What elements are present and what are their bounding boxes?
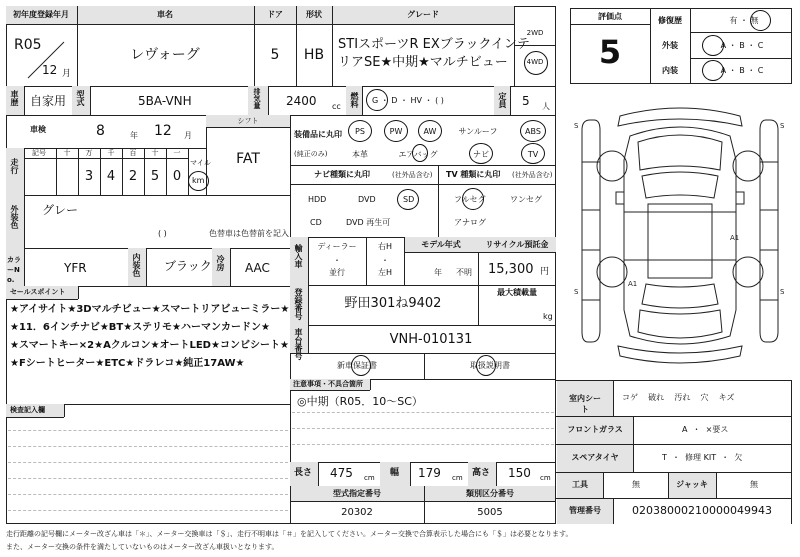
odometer-digit: 2 xyxy=(128,169,138,184)
odometer-digit-label: 千 xyxy=(107,149,115,157)
spare-label: スペアタイヤ xyxy=(571,453,619,462)
odometer-divider xyxy=(144,148,145,195)
odometer-digit-label: 一 xyxy=(173,149,181,157)
displacement: 2400 xyxy=(286,94,317,108)
km-circle xyxy=(188,171,209,191)
remark-rule xyxy=(8,430,288,431)
tv-type-sub: (社外品含む) xyxy=(512,171,553,179)
width-unit: cm xyxy=(452,474,463,482)
repair-none-circle xyxy=(750,10,771,31)
color-no: YFR xyxy=(64,261,87,275)
fuel-g-circle xyxy=(366,89,388,111)
drive-4wd-circle xyxy=(524,51,548,75)
inspection-year-unit: 年 xyxy=(130,131,138,140)
equip-airbag-circle xyxy=(412,144,428,162)
model-year-label: モデル年式 xyxy=(421,240,461,249)
score-value: 5 xyxy=(598,33,622,71)
repair-value: 有 ・ 無 xyxy=(729,16,759,25)
body-outline xyxy=(624,127,736,344)
equip-ps: PS xyxy=(355,127,365,136)
remark-rule xyxy=(8,494,288,495)
equip-sunroof: サンルーフ xyxy=(458,127,498,136)
type-no-label: 型式指定番号 xyxy=(333,489,381,498)
rear-glass xyxy=(642,284,718,308)
recycle-value: 15,300 xyxy=(488,262,534,277)
max-load-label: 最大積載量 xyxy=(497,288,537,297)
tv-type-label: TV 種類に丸印 xyxy=(446,170,501,179)
interior-sheet-label: 室内シート xyxy=(569,394,601,414)
capacity: 5 xyxy=(522,94,530,108)
aircon-label: 冷房 xyxy=(216,255,225,271)
interior-sheet-items: コゲ 破れ 汚れ 穴 キズ xyxy=(622,393,735,402)
manual-circle xyxy=(476,355,496,376)
tire-label-rl: S xyxy=(574,288,579,296)
registration-label: 登録番号 xyxy=(294,288,303,320)
equip-ps-circle xyxy=(348,120,372,142)
interior-value: A ・ B ・ C xyxy=(720,66,764,75)
odometer-divider xyxy=(78,148,79,195)
aircon: AAC xyxy=(245,261,270,275)
trunk xyxy=(638,310,722,338)
front-right-tire xyxy=(733,151,763,181)
import-dot1: ・ xyxy=(333,256,341,265)
interior-label: 内装 xyxy=(662,66,678,75)
height: 150 xyxy=(508,466,531,480)
rear-right-tire xyxy=(733,257,763,287)
exterior-a-circle xyxy=(702,35,724,56)
footer-line1: 走行距離の記号欄にメーター改ざん車は「＊」、メーター交換車は「＄」、走行不明車は「＃」を記入してください。メーター交換で合算表示した場合にも「＄」は必要となります。 xyxy=(6,530,573,538)
inspection-label: 車検 xyxy=(30,125,46,134)
equip-navi-circle xyxy=(469,143,493,164)
remark-rule xyxy=(8,510,288,511)
recycle-unit: 円 xyxy=(540,267,550,277)
navi-hdd: HDD xyxy=(308,195,327,204)
equip-navi: ナビ xyxy=(473,150,489,159)
displacement-label: 排気量 xyxy=(253,88,261,109)
tire-label-fl: S xyxy=(574,122,579,130)
fuel-label: 燃料 xyxy=(350,92,359,108)
import-label: 輸入車 xyxy=(294,244,303,268)
remark-rule xyxy=(8,462,288,463)
displacement-unit: cc xyxy=(332,102,341,111)
navi-sd-circle xyxy=(397,189,419,210)
windshield-label: フロントガラス xyxy=(567,425,623,434)
interior-color: ブラック xyxy=(164,259,212,273)
equip-leather: 本革 xyxy=(352,150,368,159)
mile-unit: マイル xyxy=(190,159,211,167)
odometer-digit-label: 万 xyxy=(85,149,93,157)
odometer-digit-label: 十 xyxy=(63,149,71,157)
rear-left-tire xyxy=(597,257,627,287)
exterior-value: A ・ B ・ C xyxy=(720,41,764,50)
windshield xyxy=(642,172,718,198)
mark-a1-1: A1 xyxy=(730,234,740,242)
odometer-digit: 5 xyxy=(150,169,160,184)
model-year-unit: 年 xyxy=(434,268,442,277)
import-right-h: 右H xyxy=(377,242,393,251)
tools-value: 無 xyxy=(632,480,640,489)
drive-4wd: 4WD xyxy=(526,58,544,66)
import-parallel: 並行 xyxy=(329,268,345,277)
inspection-month-unit: 月 xyxy=(184,131,192,140)
navi-type-label: ナビ種類に丸印 xyxy=(314,170,370,179)
equip-tv: TV xyxy=(527,150,539,159)
shift-label: シフト xyxy=(237,117,259,125)
tv-analog: アナログ xyxy=(454,218,486,227)
tire-label-fr: S xyxy=(780,122,785,130)
color-note-paren: ( ) xyxy=(158,229,167,238)
left-side-view xyxy=(582,120,600,342)
interior-a-circle xyxy=(702,60,724,81)
selling-points-label: セールスポイント xyxy=(10,288,66,296)
first-reg-era: R05 xyxy=(14,37,42,53)
width-label: 幅 xyxy=(390,468,400,478)
notes-rule xyxy=(292,444,554,445)
selling-point-line: ★アイサイト★3Dマルチビュー★スマートリアビューミラー★ xyxy=(10,304,290,315)
recycle-label: リサイクル預託金 xyxy=(485,240,549,249)
equip-airbag: エアバッグ xyxy=(398,150,438,159)
model: 5BA-VNH xyxy=(138,94,192,108)
length-unit: cm xyxy=(364,474,375,482)
equip-abs-circle xyxy=(520,120,546,142)
km-unit: km xyxy=(192,176,205,185)
equip-pw-circle xyxy=(384,120,408,142)
spare-items: T ・ 修理 KIT ・ 欠 xyxy=(662,453,743,462)
height-unit: cm xyxy=(540,474,551,482)
odometer-digit: 4 xyxy=(106,169,116,184)
doors: 5 xyxy=(270,47,280,63)
tv-fullseg: フルセグ xyxy=(454,195,486,204)
car-name: レヴォーグ xyxy=(130,47,200,63)
length-label: 長さ xyxy=(294,468,313,478)
exterior-label: 外装 xyxy=(662,41,678,50)
grade-line2: リアSE★中期★マルチビュー xyxy=(338,55,508,70)
first-reg-month: 12 xyxy=(42,63,58,77)
height-label: 高さ xyxy=(472,468,491,478)
remark-rule xyxy=(8,478,288,479)
chassis-label: 車台番号 xyxy=(294,328,303,360)
notes-text: ◎中期（R05．10～SC） xyxy=(297,395,423,408)
capacity-unit: 人 xyxy=(542,102,550,111)
warranty-book: 新車保証書 xyxy=(337,361,377,370)
model-year-unknown: 不明 xyxy=(456,268,472,277)
type-no: 20302 xyxy=(341,507,373,518)
fuel-options: G ・ D ・ HV ・ ( ) xyxy=(372,96,444,105)
inspection-month: 12 xyxy=(154,123,172,139)
tv-oneseg: ワンセグ xyxy=(510,195,542,204)
max-load-unit: kg xyxy=(543,312,553,321)
equip-aw: AW xyxy=(423,127,437,136)
odometer-digit: 3 xyxy=(84,169,94,184)
notes-rule xyxy=(292,428,554,429)
shape: HB xyxy=(303,47,325,63)
grade-line1: STIスポーツR EXブラックインテ xyxy=(338,37,530,52)
equip-pw: PW xyxy=(389,127,403,136)
odometer-digit-label: 百 xyxy=(129,149,137,157)
navi-dvd-play: DVD 再生可 xyxy=(346,218,391,227)
odometer-divider xyxy=(166,148,167,195)
selling-point-line: ★11．6インチナビ★BT★ステリモ★ハーマンカードン★ xyxy=(10,322,270,333)
windshield-items: A ・ ×要ス xyxy=(682,425,729,434)
registration-value: 野田301ね9402 xyxy=(344,296,442,311)
equipment-sub: (純正のみ) xyxy=(294,150,328,158)
interior-color-label: 内装色 xyxy=(132,253,141,277)
odometer-digit-label: 十 xyxy=(151,149,159,157)
odometer-divider xyxy=(122,148,123,195)
capacity-label: 定員 xyxy=(498,92,507,108)
class-no: 5005 xyxy=(477,507,503,518)
selling-point-line: ★Fシートヒーター★ETC★ドラレコ★純正17AW★ xyxy=(10,358,245,369)
first-reg-label: 初年度登録年月 xyxy=(13,10,69,19)
remark-rule xyxy=(8,446,288,447)
class-no-label: 類別区分番号 xyxy=(466,489,514,498)
notes-label: 注意事項・不具合箇所 xyxy=(293,380,363,388)
score-label: 評価点 xyxy=(598,12,622,21)
use: 自家用 xyxy=(30,94,67,108)
tire-label-rr: S xyxy=(780,288,785,296)
tools-label: 工具 xyxy=(572,480,588,489)
shape-label: 形状 xyxy=(306,10,322,19)
repair-label: 修復歴 xyxy=(658,16,682,25)
exterior-color: グレー xyxy=(42,203,79,217)
door-label: ドア xyxy=(267,10,283,19)
odometer-divider xyxy=(100,148,101,195)
vehicle-diagram xyxy=(560,100,800,375)
warranty-circle xyxy=(351,355,371,376)
import-dot2: ・ xyxy=(381,256,389,265)
navi-cd: CD xyxy=(310,218,322,227)
jack-value: 無 xyxy=(750,480,758,489)
owner-manual: 取扱説明書 xyxy=(470,361,510,370)
model-label: 型式 xyxy=(76,90,85,106)
odometer-digit: 0 xyxy=(172,169,182,184)
right-side-view xyxy=(760,120,778,342)
shift: FAT xyxy=(236,151,260,167)
tv-fullseg-circle xyxy=(462,188,484,210)
use-label: 車歴 xyxy=(10,90,19,106)
front-left-tire xyxy=(597,151,627,181)
grade-label: グレード xyxy=(407,10,439,19)
footer-line2: また、メーター交換の条件を満たしていないものはメーター改ざん車扱いとなります。 xyxy=(6,543,279,551)
chassis-value: VNH-010131 xyxy=(389,332,473,347)
navi-dvd: DVD xyxy=(358,195,376,204)
mileage-label: 走行 xyxy=(10,158,19,174)
import-left-h: 左H xyxy=(377,268,393,277)
color-no-label: カラーNo. xyxy=(7,256,21,284)
inspector-label: 検査記入欄 xyxy=(10,406,45,414)
equipment-label: 装備品に丸印 xyxy=(294,130,342,139)
car-name-label: 車名 xyxy=(157,10,173,19)
width: 179 xyxy=(418,466,441,480)
exterior-color-label: 外装色 xyxy=(10,205,19,229)
equip-tv-circle xyxy=(521,143,545,164)
mgmt-label: 管理番号 xyxy=(569,506,601,515)
jack-label: ジャッキ xyxy=(676,480,708,489)
roof xyxy=(648,204,712,278)
mgmt-value: 02038000210000049943 xyxy=(632,504,772,517)
drive-2wd: 2WD xyxy=(526,29,544,37)
selling-point-line: ★スマートキー×2★Aクルコン★オートLED★コンビシート★ xyxy=(10,340,289,351)
mark-a1-2: A1 xyxy=(628,280,638,288)
notes-rule xyxy=(292,412,554,413)
first-reg-month-unit: 月 xyxy=(62,69,72,79)
hood xyxy=(638,135,722,170)
inspection-year: 8 xyxy=(96,123,105,139)
color-note: 色替車は色替前を記入 xyxy=(209,229,289,238)
equip-aw-circle xyxy=(418,120,442,142)
mileage-sign-label: 記号 xyxy=(32,149,46,157)
import-dealer: ディーラー xyxy=(317,242,357,251)
navi-type-sub: (社外品含む) xyxy=(392,171,433,179)
equip-abs: ABS xyxy=(525,127,541,136)
length: 475 xyxy=(330,466,353,480)
navi-sd: SD xyxy=(403,195,415,204)
